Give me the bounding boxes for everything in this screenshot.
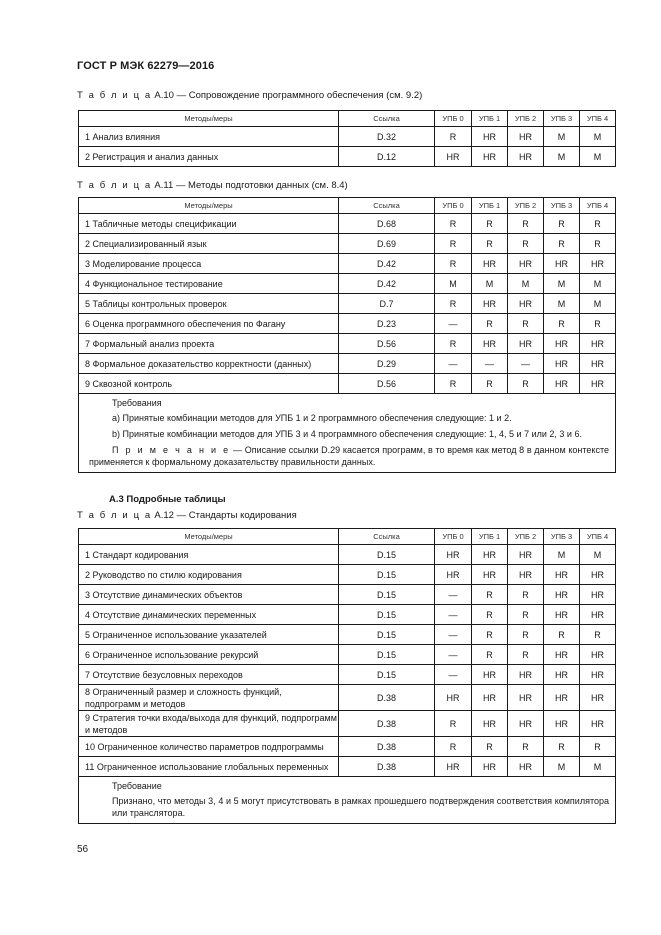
reference-cell: D.15 (339, 665, 435, 685)
method-cell: 1 Табличные методы спецификации (79, 214, 339, 234)
sil-cell: HR (472, 294, 508, 314)
sil-cell: HR (508, 711, 544, 737)
reference-cell: D.38 (339, 737, 435, 757)
table-row (79, 585, 616, 605)
method-cell: 6 Ограниченное использование рекурсий (79, 645, 339, 665)
column-header: УПБ 3 (544, 111, 580, 127)
method-cell: 10 Ограниченное количество параметров подпрограммы (79, 737, 339, 757)
sil-cell: HR (472, 665, 508, 685)
sil-cell: R (472, 585, 508, 605)
sil-cell: HR (580, 254, 616, 274)
sil-cell: HR (472, 545, 508, 565)
sil-cell: — (435, 605, 472, 625)
method-cell: 8 Формальное доказательство корректности (данных) (79, 354, 339, 374)
sil-cell: HR (435, 565, 472, 585)
requirement-text: Признано, что методы 3, 4 и 5 могут присутствовать в рамках прошедшего подтверждения соответствия компилятора или транслятора. (112, 796, 609, 818)
table-row (79, 334, 616, 354)
column-header: УПБ 0 (435, 111, 472, 127)
method-cell: 2 Специализированный язык (79, 234, 339, 254)
sil-cell: — (508, 354, 544, 374)
sil-cell: M (508, 274, 544, 294)
sil-cell: R (435, 254, 472, 274)
sil-cell: R (580, 234, 616, 254)
table-row (79, 665, 616, 685)
page-number: 56 (77, 844, 89, 855)
sil-cell: — (435, 585, 472, 605)
sil-cell: R (544, 214, 580, 234)
table-a12 (78, 528, 616, 824)
method-cell: 5 Ограниченное использование указателей (79, 625, 339, 645)
sil-cell: R (472, 605, 508, 625)
table-a10 (78, 110, 616, 167)
column-header: УПБ 4 (580, 111, 616, 127)
reference-cell: D.15 (339, 585, 435, 605)
column-header: УПБ 3 (544, 529, 580, 545)
method-cell: 3 Моделирование процесса (79, 254, 339, 274)
column-header: УПБ 0 (435, 529, 472, 545)
method-cell: 1 Стандарт кодирования (79, 545, 339, 565)
sil-cell: M (472, 274, 508, 294)
sil-cell: HR (472, 685, 508, 711)
column-header: Методы/меры (79, 111, 339, 127)
sil-cell: R (435, 214, 472, 234)
column-header: Методы/меры (79, 529, 339, 545)
table-a10-caption (77, 90, 422, 101)
reference-cell: D.38 (339, 685, 435, 711)
table-row (79, 711, 616, 737)
sil-cell: HR (472, 127, 508, 147)
table-a11-caption (77, 180, 348, 191)
sil-cell: R (508, 737, 544, 757)
sil-cell: M (580, 294, 616, 314)
sil-cell: R (508, 605, 544, 625)
sil-cell: R (508, 585, 544, 605)
method-cell: 9 Стратегия точки входа/выхода для функций, подпрограмм и методов (79, 711, 339, 737)
table-row (79, 737, 616, 757)
sil-cell: HR (544, 565, 580, 585)
column-header: УПБ 1 (472, 529, 508, 545)
reference-cell: D.15 (339, 545, 435, 565)
table-row (79, 214, 616, 234)
sil-cell: R (580, 314, 616, 334)
table-row (79, 234, 616, 254)
sil-cell: HR (544, 685, 580, 711)
sil-cell: HR (472, 565, 508, 585)
table-a11-note (89, 444, 609, 468)
column-header: УПБ 3 (544, 198, 580, 214)
sil-cell: M (435, 274, 472, 294)
table-header-row (79, 111, 616, 127)
sil-cell: HR (580, 685, 616, 711)
method-cell: 2 Регистрация и анализ данных (79, 147, 339, 167)
sil-cell: M (544, 127, 580, 147)
column-header: УПБ 0 (435, 198, 472, 214)
requirement-a: а) Принятые комбинации методов для УПБ 1 и 2 программного обеспечения следующие: 1 и 2. (112, 413, 512, 423)
method-cell: 9 Сквозной контроль (79, 374, 339, 394)
sil-cell: HR (435, 147, 472, 167)
sil-cell: HR (472, 334, 508, 354)
sil-cell: HR (508, 127, 544, 147)
document-header: ГОСТ Р МЭК 62279—2016 (77, 60, 215, 72)
table-row (79, 314, 616, 334)
column-header: Ссылка (339, 111, 435, 127)
sil-cell: HR (508, 685, 544, 711)
column-header: Ссылка (339, 198, 435, 214)
sil-cell: M (580, 147, 616, 167)
table-row (79, 545, 616, 565)
column-header: УПБ 2 (508, 529, 544, 545)
reference-cell: D.42 (339, 254, 435, 274)
sil-cell: R (544, 625, 580, 645)
sil-cell: R (544, 737, 580, 757)
sil-cell: HR (508, 757, 544, 777)
caption-prefix: Т а б л и ц а (77, 90, 152, 101)
sil-cell: M (544, 294, 580, 314)
sil-cell: R (508, 214, 544, 234)
column-header: УПБ 2 (508, 198, 544, 214)
reference-cell: D.29 (339, 354, 435, 374)
table-a11 (78, 197, 616, 473)
reference-cell: D.32 (339, 127, 435, 147)
sil-cell: R (508, 374, 544, 394)
column-header: Методы/меры (79, 198, 339, 214)
reference-cell: D.15 (339, 645, 435, 665)
sil-cell: M (544, 274, 580, 294)
caption-prefix: Т а б л и ц а (77, 180, 152, 191)
sil-cell: HR (435, 685, 472, 711)
method-cell: 7 Отсутствие безусловных переходов (79, 665, 339, 685)
table-row (79, 757, 616, 777)
column-header: УПБ 2 (508, 111, 544, 127)
table-row (79, 374, 616, 394)
table-row (79, 274, 616, 294)
sil-cell: HR (508, 334, 544, 354)
method-cell: 8 Ограниченный размер и сложность функций, подпрограмм и методов (79, 685, 339, 711)
reference-cell: D.23 (339, 314, 435, 334)
table-row (79, 625, 616, 645)
sil-cell: — (435, 354, 472, 374)
table-row (79, 147, 616, 167)
sil-cell: — (435, 314, 472, 334)
sil-cell: HR (580, 665, 616, 685)
sil-cell: R (508, 625, 544, 645)
sil-cell: R (435, 711, 472, 737)
table-row (79, 565, 616, 585)
note-text: — Описание ссылки D.29 касается программ, в то время как метод 8 в данном контексте применяется к формальному доказательству правильности данных. (89, 445, 609, 467)
sil-cell: — (435, 645, 472, 665)
sil-cell: HR (472, 147, 508, 167)
table-row (79, 254, 616, 274)
sil-cell: HR (508, 545, 544, 565)
sil-cell: R (435, 334, 472, 354)
requirement-b: b) Принятые комбинации методов для УПБ 3 и 4 программного обеспечения следующие: 1, 4, 5 и 7 или 2, 3 и 6. (112, 429, 582, 439)
requirements-title: Требования (112, 398, 162, 408)
table-row (79, 127, 616, 147)
sil-cell: R (472, 234, 508, 254)
caption-prefix: Т а б л и ц а (77, 510, 152, 521)
method-cell: 6 Оценка программного обеспечения по Фагану (79, 314, 339, 334)
sil-cell: M (544, 757, 580, 777)
sil-cell: R (472, 214, 508, 234)
reference-cell: D.42 (339, 274, 435, 294)
sil-cell: R (435, 294, 472, 314)
reference-cell: D.15 (339, 625, 435, 645)
sil-cell: HR (580, 565, 616, 585)
sil-cell: R (580, 625, 616, 645)
method-cell: 3 Отсутствие динамических объектов (79, 585, 339, 605)
table-row (79, 685, 616, 711)
sil-cell: HR (508, 254, 544, 274)
sil-cell: HR (435, 757, 472, 777)
sil-cell: R (472, 645, 508, 665)
sil-cell: HR (580, 711, 616, 737)
sil-cell: R (472, 625, 508, 645)
caption-text: А.11 — Методы подготовки данных (см. 8.4) (154, 180, 348, 191)
sil-cell: — (435, 625, 472, 645)
sil-cell: M (580, 545, 616, 565)
sil-cell: R (508, 645, 544, 665)
sil-cell: HR (544, 585, 580, 605)
sil-cell: HR (544, 711, 580, 737)
reference-cell: D.15 (339, 565, 435, 585)
table-header-row (79, 198, 616, 214)
reference-cell: D.38 (339, 757, 435, 777)
reference-cell: D.12 (339, 147, 435, 167)
sil-cell: HR (508, 665, 544, 685)
sil-cell: HR (544, 605, 580, 625)
sil-cell: M (544, 545, 580, 565)
sil-cell: R (544, 234, 580, 254)
column-header: УПБ 4 (580, 198, 616, 214)
method-cell: 4 Функциональное тестирование (79, 274, 339, 294)
sil-cell: R (544, 314, 580, 334)
sil-cell: HR (435, 545, 472, 565)
sil-cell: HR (508, 147, 544, 167)
note-label: П р и м е ч а н и е (112, 445, 231, 455)
sil-cell: R (580, 214, 616, 234)
sil-cell: HR (580, 334, 616, 354)
sil-cell: R (508, 314, 544, 334)
method-cell: 1 Анализ влияния (79, 127, 339, 147)
sil-cell: HR (580, 585, 616, 605)
reference-cell: D.7 (339, 294, 435, 314)
sil-cell: R (472, 314, 508, 334)
sil-cell: M (580, 757, 616, 777)
table-header-row (79, 529, 616, 545)
sil-cell: HR (544, 334, 580, 354)
caption-text: А.10 — Сопровождение программного обеспечения (см. 9.2) (154, 90, 423, 101)
column-header: УПБ 4 (580, 529, 616, 545)
sil-cell: R (435, 127, 472, 147)
sil-cell: HR (544, 254, 580, 274)
sil-cell: R (435, 234, 472, 254)
method-cell: 5 Таблицы контрольных проверок (79, 294, 339, 314)
sil-cell: M (580, 274, 616, 294)
requirements-title: Требование (112, 781, 162, 791)
sil-cell: HR (580, 605, 616, 625)
sil-cell: HR (580, 645, 616, 665)
table-row (79, 645, 616, 665)
sil-cell: R (508, 234, 544, 254)
sil-cell: HR (544, 665, 580, 685)
table-a12-requirements (79, 777, 616, 824)
table-row (79, 294, 616, 314)
sil-cell: R (472, 737, 508, 757)
reference-cell: D.38 (339, 711, 435, 737)
method-cell: 2 Руководство по стилю кодирования (79, 565, 339, 585)
reference-cell: D.56 (339, 374, 435, 394)
sil-cell: R (435, 737, 472, 757)
reference-cell: D.15 (339, 605, 435, 625)
sil-cell: — (472, 354, 508, 374)
sil-cell: HR (508, 294, 544, 314)
method-cell: 11 Ограниченное использование глобальных переменных (79, 757, 339, 777)
column-header: УПБ 1 (472, 111, 508, 127)
reference-cell: D.68 (339, 214, 435, 234)
sil-cell: M (580, 127, 616, 147)
sil-cell: HR (472, 757, 508, 777)
method-cell: 7 Формальный анализ проекта (79, 334, 339, 354)
sil-cell: HR (544, 354, 580, 374)
reference-cell: D.69 (339, 234, 435, 254)
column-header: Ссылка (339, 529, 435, 545)
method-cell: 4 Отсутствие динамических переменных (79, 605, 339, 625)
sil-cell: M (544, 147, 580, 167)
sil-cell: HR (580, 354, 616, 374)
table-a12-caption (77, 510, 297, 521)
sil-cell: HR (472, 254, 508, 274)
section-a3-title: А.3 Подробные таблицы (109, 494, 226, 505)
sil-cell: R (435, 374, 472, 394)
sil-cell: HR (544, 374, 580, 394)
caption-text: А.12 — Стандарты кодирования (154, 510, 297, 521)
sil-cell: R (580, 737, 616, 757)
table-a11-requirements (79, 394, 616, 473)
table-row (79, 605, 616, 625)
sil-cell: R (472, 374, 508, 394)
sil-cell: HR (544, 645, 580, 665)
table-row (79, 354, 616, 374)
column-header: УПБ 1 (472, 198, 508, 214)
sil-cell: HR (580, 374, 616, 394)
sil-cell: HR (472, 711, 508, 737)
reference-cell: D.56 (339, 334, 435, 354)
sil-cell: — (435, 665, 472, 685)
sil-cell: HR (508, 565, 544, 585)
